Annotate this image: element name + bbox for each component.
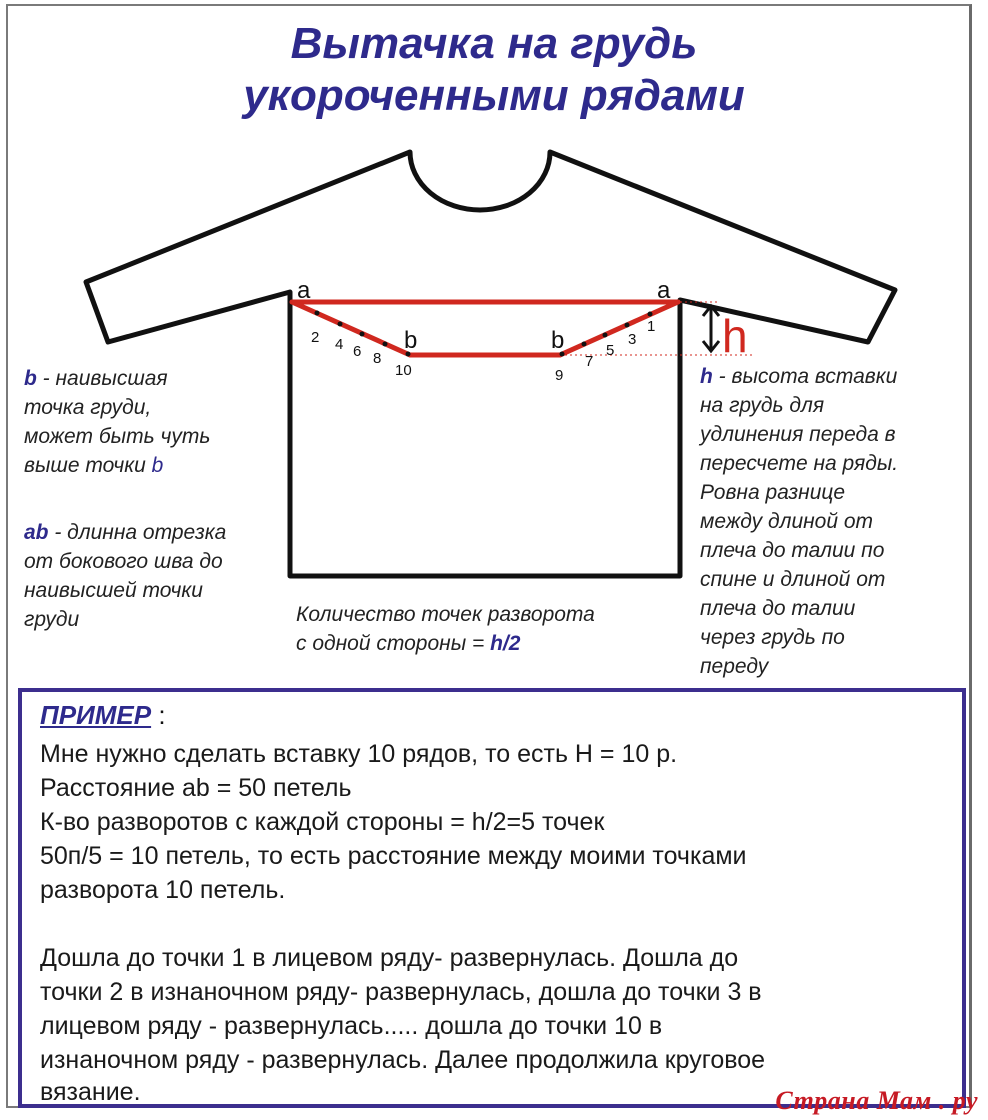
- turn-point-9: 9: [555, 367, 564, 384]
- turn-point-4: 4: [335, 336, 344, 353]
- turn-point-1: 1: [647, 318, 656, 335]
- point-b-right-label: b: [551, 327, 565, 354]
- turn-point-6: 6: [353, 343, 362, 360]
- note-ab-key: ab: [24, 521, 49, 544]
- note-point-b: b - наивысшая точка груди, может быть чуть выше точки b: [24, 367, 211, 477]
- point-b-left-label: b: [404, 327, 418, 354]
- turn-point-2: 2: [311, 329, 320, 346]
- height-arrow: [703, 306, 719, 351]
- example-line: изнаночном ряду - развернулась. Далее продолжила круговое: [40, 1046, 766, 1074]
- example-line: разворота 10 петель.: [40, 876, 286, 904]
- turn-point-5: 5: [606, 342, 615, 359]
- turn-point-10: 10: [395, 362, 412, 379]
- turn-point-3: 3: [628, 331, 637, 348]
- point-a-left-label: a: [297, 277, 311, 304]
- note-b-key: b: [24, 367, 37, 390]
- turn-point-8: 8: [373, 350, 382, 367]
- example-heading: ПРИМЕР :: [40, 700, 166, 730]
- example-line: вязание.: [40, 1078, 141, 1106]
- example-line: Дошла до точки 1 в лицевом ряду- развернулась. Дошла до: [40, 944, 739, 972]
- example-line: точки 2 в изнаночном ряду- развернулась, дошла до точки 3 в: [40, 978, 762, 1006]
- site-watermark: Страна Мам . ру: [775, 1086, 978, 1115]
- example-line: Мне нужно сделать вставку 10 рядов, то есть Н = 10 р.: [40, 740, 678, 768]
- note-count-formula: h/2: [490, 632, 521, 655]
- note-height-h: h - высота вставки на грудь для удлинения переда в пересчете на ряды. Ровна разнице между длиной от плеча до талии по спине и длиной от плеча до талии через грудь по переду: [700, 365, 899, 678]
- note-segment-ab: ab - длинна отрезка от бокового шва до наивысшей точки груди: [24, 521, 227, 631]
- title-line-2: укороченными рядами: [243, 71, 745, 120]
- example-line: К-во разворотов с каждой стороны = h/2=5 точек: [40, 808, 605, 836]
- point-a-right-label: a: [657, 277, 671, 304]
- note-h-key: h: [700, 365, 713, 388]
- example-line: 50п/5 = 10 петель, то есть расстояние между моими точками: [40, 842, 747, 870]
- example-box: [18, 688, 966, 1108]
- example-line: лицевом ряду - развернулась..... дошла до точки 10 в: [40, 1012, 663, 1040]
- title-line-1: Вытачка на грудь: [290, 19, 698, 68]
- height-label: h: [722, 310, 748, 362]
- example-line: Расстояние ab = 50 петель: [40, 774, 352, 802]
- note-turn-count: Количество точек разворота с одной стороны = h/2: [296, 603, 595, 655]
- turn-point-7: 7: [585, 353, 594, 370]
